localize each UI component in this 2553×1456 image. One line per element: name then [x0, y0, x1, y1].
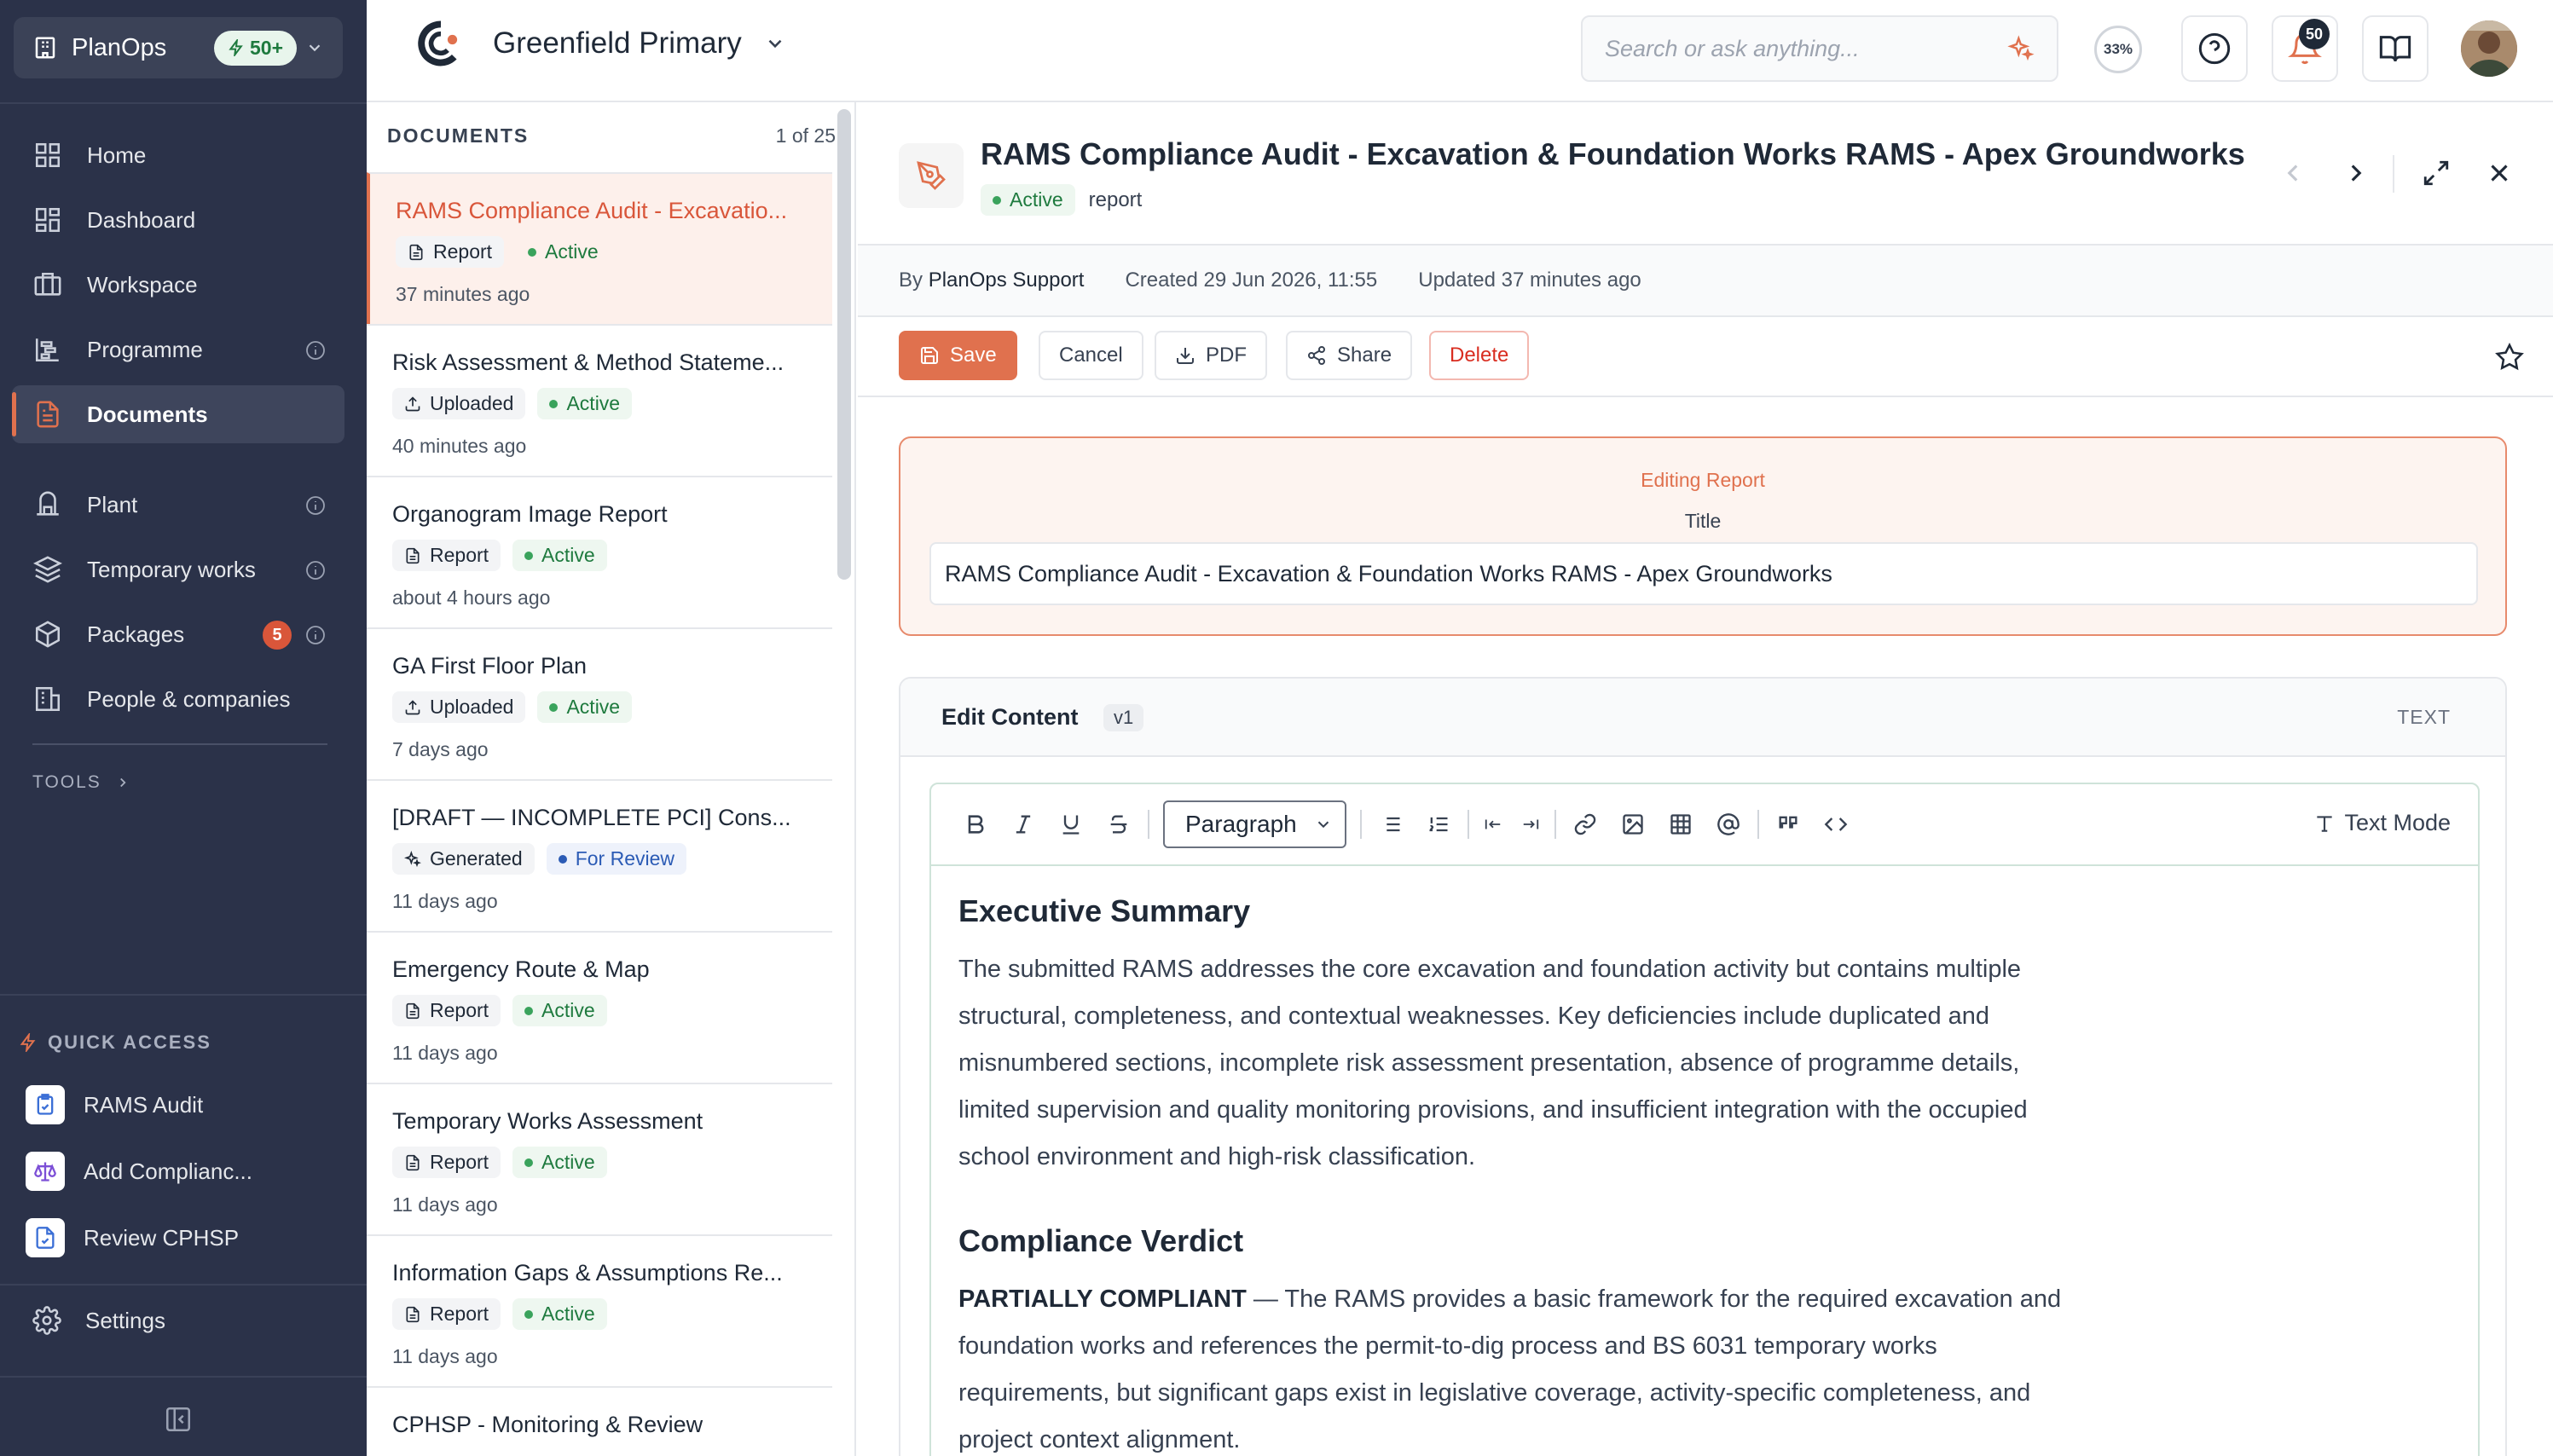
quick-access-heading [19, 1031, 211, 1054]
cancel-label: Cancel [1059, 344, 1123, 367]
report-icon [408, 244, 425, 261]
document-title: [DRAFT — INCOMPLETE PCI] Cons... [392, 805, 791, 830]
layers-icon [32, 554, 63, 585]
divider [1757, 810, 1759, 839]
save-icon [919, 345, 940, 366]
cancel-button[interactable] [1039, 331, 1143, 380]
credits-count: 50+ [249, 36, 283, 59]
document-type-tag [392, 388, 525, 419]
divider [2393, 155, 2394, 193]
editor-content[interactable] [958, 893, 2067, 1456]
document-timestamp: 11 days ago [392, 1042, 498, 1064]
paragraph [958, 1276, 2067, 1456]
sparkle-icon[interactable] [2007, 35, 2035, 62]
document-type-tag [392, 540, 501, 571]
document-list-item[interactable] [367, 1083, 832, 1234]
nav-programme[interactable] [12, 321, 344, 378]
divider [1148, 810, 1149, 839]
nav-home[interactable] [12, 126, 344, 184]
document-type-tag [396, 236, 504, 268]
upload-icon [404, 396, 421, 413]
italic-button[interactable] [999, 800, 1047, 848]
documents-heading: DOCUMENTS [387, 124, 530, 147]
project-switcher[interactable] [418, 20, 786, 66]
quick-access-label: Add Complianc... [84, 1158, 252, 1184]
info-icon[interactable] [305, 625, 326, 645]
next-document-button[interactable] [2342, 159, 2371, 188]
verdict-text: — The RAMS provides a basic framework for the required excavation and foundation works and references the permit-to-dig process and BS 6031 temporary works requirements, but significant gaps exist in legislative coverage, activity-specific completeness, and project context alignment. [958, 1286, 2062, 1453]
packages-count-badge: 5 [263, 621, 292, 650]
report-icon [404, 1002, 421, 1020]
section-heading: Executive Summary [958, 893, 1251, 928]
plant-icon [32, 489, 63, 520]
image-icon [1621, 812, 1645, 836]
bold-icon [964, 812, 987, 836]
at-sign-icon [1716, 812, 1740, 836]
nav-label: Temporary works [87, 556, 256, 582]
edit-report-panel [899, 436, 2507, 636]
status-badge [512, 995, 607, 1026]
edit-content-header [900, 679, 2505, 757]
link-button[interactable] [1561, 800, 1609, 848]
document-meta [858, 246, 2553, 317]
status-dot [993, 196, 1001, 205]
quick-access-label: Review CPHSP [84, 1224, 240, 1251]
numbered-list-button[interactable] [1415, 800, 1462, 848]
document-type-tag [392, 995, 501, 1026]
document-type: report [1088, 188, 1143, 211]
document-timestamp: 11 days ago [392, 1345, 498, 1367]
rich-text-editor[interactable] [929, 783, 2480, 1456]
document-type-tag [392, 1298, 501, 1330]
upload-icon [404, 699, 421, 716]
title-field-label: Title [1684, 510, 1722, 532]
strikethrough-button[interactable] [1095, 800, 1143, 848]
document-title: CPHSP - Monitoring & Review [392, 1412, 703, 1437]
report-icon [404, 1154, 421, 1171]
nav-label: Documents [87, 401, 208, 427]
home-grid-icon [32, 140, 63, 170]
document-timestamp: 40 minutes ago [392, 435, 527, 457]
updated-date: Updated 37 minutes ago [1418, 269, 1641, 292]
status-label: Active [545, 240, 599, 263]
status-dot [549, 400, 558, 408]
table-icon [1669, 812, 1693, 836]
documents-count: 1 of 25 [775, 124, 836, 147]
author [899, 269, 1084, 292]
edit-content-title: Edit Content [941, 704, 1079, 730]
search-input[interactable] [1605, 36, 2007, 62]
document-title: Organogram Image Report [392, 501, 668, 527]
notifications-button[interactable] [2272, 15, 2338, 82]
credits-badge [214, 31, 297, 66]
outdent-icon [1484, 815, 1502, 834]
italic-icon [1011, 812, 1035, 836]
favorite-button[interactable] [2495, 343, 2524, 372]
section-heading: Compliance Verdict [958, 1223, 1244, 1258]
maximize-icon [2422, 159, 2451, 188]
type-label: Generated [430, 847, 523, 870]
action-toolbar [858, 317, 2553, 397]
title-field-value: RAMS Compliance Audit - Excavation & Foundation Works RAMS - Apex Groundworks [945, 560, 1832, 586]
bullet-list-button[interactable] [1367, 800, 1415, 848]
tools-toggle[interactable] [32, 772, 130, 793]
status-label: Active [541, 1151, 595, 1173]
book-open-icon [2378, 32, 2412, 66]
info-icon[interactable] [305, 560, 326, 581]
document-type-tag [392, 1147, 501, 1178]
sidebar [0, 0, 367, 1456]
underline-button[interactable] [1047, 800, 1095, 848]
quick-access-add-compliance[interactable] [26, 1147, 252, 1195]
content-mode-badge: TEXT [2397, 706, 2451, 728]
report-icon [404, 1306, 421, 1323]
document-detail [858, 102, 2553, 1456]
document-list-item[interactable] [367, 931, 832, 1083]
document-title: RAMS Compliance Audit - Excavatio... [396, 198, 788, 223]
delete-label: Delete [1450, 344, 1509, 367]
divider [32, 743, 327, 745]
status-label: Active [566, 392, 621, 414]
documents-header [387, 124, 836, 147]
pen-tool-icon [899, 143, 964, 208]
type-label: Report [430, 1151, 489, 1173]
save-label: Save [950, 344, 997, 367]
nav-packages[interactable] [12, 605, 344, 663]
status-badge [547, 843, 686, 875]
documents-scrollbar[interactable] [837, 109, 851, 580]
search-bar[interactable] [1581, 15, 2058, 82]
expand-button[interactable] [2422, 159, 2451, 188]
image-button[interactable] [1609, 800, 1657, 848]
info-icon[interactable] [305, 495, 326, 516]
pdf-label: PDF [1206, 344, 1247, 367]
lightning-icon [19, 1033, 38, 1052]
chevron-left-icon [2278, 159, 2307, 188]
divider [0, 1284, 367, 1286]
status-badge [512, 1298, 607, 1330]
quick-access-label: RAMS Audit [84, 1091, 204, 1118]
divider [0, 994, 367, 996]
bold-button[interactable] [952, 800, 999, 848]
nav-label: People & companies [87, 685, 291, 712]
text-type-icon [2313, 812, 2336, 835]
divider [1468, 810, 1469, 839]
status-label: Active [541, 544, 595, 566]
pdf-button[interactable] [1155, 331, 1267, 380]
document-list-item[interactable] [367, 1386, 832, 1456]
paragraph: The submitted RAMS addresses the core excavation and foundation activity but contains multiple structural, completeness, and contextual weaknesses. Key deficiencies include duplicated and misnumbered sections, incomplete risk assessment presentation, absence of programme details, limited supervision and quality monitoring provisions, and insufficient integration with the occupied school environment and high-risk classification. [958, 956, 2028, 1170]
programme-icon [32, 334, 63, 365]
document-icon [32, 399, 63, 430]
document-timestamp: 11 days ago [392, 1193, 498, 1216]
document-list-item[interactable] [367, 172, 832, 324]
nav-label: Programme [87, 336, 203, 362]
document-timestamp: about 4 hours ago [392, 586, 551, 609]
text-mode-toggle[interactable] [2313, 810, 2451, 836]
divider [1554, 810, 1556, 839]
chevron-down-icon [1314, 815, 1333, 834]
document-list-item[interactable] [367, 476, 832, 627]
document-title: Information Gaps & Assumptions Re... [392, 1260, 783, 1286]
created-date: Created 29 Jun 2026, 11:55 [1125, 269, 1378, 292]
editing-label: Editing Report [1641, 469, 1765, 491]
review-document-icon [26, 1218, 65, 1257]
block-format-value: Paragraph [1185, 811, 1297, 837]
delete-button[interactable] [1429, 331, 1529, 380]
status-dot [524, 1310, 533, 1319]
mention-button[interactable] [1705, 800, 1752, 848]
quick-access-review-cphsp[interactable] [26, 1214, 239, 1262]
lightning-icon [228, 39, 245, 56]
nav-label: Packages [87, 621, 185, 647]
download-icon [1175, 345, 1195, 366]
progress-label: 33% [2103, 41, 2133, 57]
status-label: Active [541, 1303, 595, 1325]
quote-icon [1776, 812, 1800, 836]
audit-icon [26, 1085, 65, 1124]
chevron-down-icon [764, 32, 786, 55]
quick-access-label: QUICK ACCESS [48, 1031, 211, 1053]
document-timestamp: 11 days ago [392, 890, 498, 912]
divider [1360, 810, 1362, 839]
author-name: PlanOps Support [928, 269, 1085, 292]
status-badge [981, 184, 1075, 216]
building-icon [32, 35, 58, 61]
status-dot [559, 855, 567, 864]
code-button[interactable] [1812, 800, 1860, 848]
by-prefix: By [899, 269, 923, 292]
close-icon [2485, 159, 2514, 188]
status-badge [512, 540, 607, 571]
workspace-icon [32, 269, 63, 300]
document-list-item[interactable] [367, 324, 832, 476]
status-badge [512, 1147, 607, 1178]
nav-label: Dashboard [87, 206, 196, 233]
org-switcher[interactable] [14, 17, 343, 78]
star-icon [2495, 343, 2524, 372]
share-icon [1306, 345, 1327, 366]
status-label: For Review [575, 847, 675, 870]
nav-label: Home [87, 142, 147, 168]
documents-panel [367, 102, 856, 1456]
help-button[interactable] [2181, 15, 2248, 82]
table-button[interactable] [1657, 800, 1705, 848]
nav-label: Workspace [87, 271, 198, 298]
nav-label: Plant [87, 491, 138, 517]
chevron-down-icon [305, 38, 324, 57]
document-title: Emergency Route & Map [392, 956, 650, 982]
link-icon [1573, 812, 1597, 836]
text-mode-label: Text Mode [2344, 810, 2451, 835]
status-label: Active [541, 999, 595, 1021]
nav-workspace[interactable] [12, 256, 344, 314]
package-icon [32, 619, 63, 650]
gear-icon [32, 1306, 61, 1335]
document-title: GA First Floor Plan [392, 653, 588, 679]
version-badge: v1 [1103, 704, 1143, 731]
type-label: Uploaded [430, 392, 514, 414]
nav-temporary-works[interactable] [12, 540, 344, 598]
docs-button[interactable] [2362, 15, 2429, 82]
status-label: Active [566, 696, 621, 718]
document-title: Temporary Works Assessment [392, 1108, 703, 1134]
status-dot [549, 703, 558, 712]
project-logo-icon [418, 20, 464, 66]
status-label: Active [1010, 188, 1063, 211]
dashboard-icon [32, 205, 63, 235]
status-badge [516, 236, 611, 268]
type-label: Report [430, 544, 489, 566]
title-field[interactable] [929, 542, 2478, 605]
indent-icon [1521, 815, 1540, 834]
document-title: Risk Assessment & Method Stateme... [392, 350, 784, 375]
sidebar-collapse-icon [164, 1405, 193, 1434]
divider [0, 1376, 367, 1378]
chevron-right-icon [115, 775, 130, 790]
share-button[interactable] [1286, 331, 1412, 380]
type-label: Report [433, 240, 493, 263]
nav-settings[interactable] [32, 1306, 165, 1335]
block-format-select[interactable] [1163, 800, 1346, 848]
nav-documents[interactable] [12, 385, 344, 443]
top-bar [367, 0, 2553, 102]
save-button[interactable] [899, 331, 1017, 380]
type-label: Report [430, 999, 489, 1021]
numbered-list-icon [1427, 812, 1450, 836]
status-dot [524, 1158, 533, 1167]
report-icon [404, 547, 421, 564]
share-label: Share [1337, 344, 1392, 367]
verdict-label: PARTIALLY COMPLIANT [958, 1286, 1247, 1313]
document-type-tag [392, 843, 535, 875]
type-label: Report [430, 1303, 489, 1325]
document-type-tag [392, 691, 525, 723]
document-list-item[interactable] [367, 779, 832, 931]
underline-icon [1059, 812, 1083, 836]
status-badge [537, 388, 632, 419]
tools-label: TOOLS [32, 772, 101, 792]
strikethrough-icon [1107, 812, 1131, 836]
nav-dashboard[interactable] [12, 191, 344, 249]
bullet-list-icon [1379, 812, 1403, 836]
document-timestamp: 7 days ago [392, 738, 489, 760]
project-name: Greenfield Primary [493, 26, 742, 60]
status-dot [528, 248, 536, 257]
progress-indicator[interactable] [2094, 26, 2142, 73]
settings-label: Settings [85, 1307, 165, 1333]
status-dot [524, 552, 533, 560]
status-dot [524, 1007, 533, 1015]
code-icon [1824, 812, 1848, 836]
collapse-sidebar-button[interactable] [164, 1405, 193, 1434]
document-title: RAMS Compliance Audit - Excavation & Foundation Works RAMS - Apex Groundworks [981, 136, 2245, 171]
document-list-item[interactable] [367, 1234, 832, 1386]
type-label: Uploaded [430, 696, 514, 718]
building-icon [32, 684, 63, 714]
outdent-button[interactable] [1474, 800, 1512, 848]
notifications-count-badge: 50 [2299, 19, 2330, 49]
chevron-right-icon [2342, 159, 2371, 188]
nav-plant[interactable] [12, 476, 344, 534]
org-name: PlanOps [72, 33, 167, 61]
document-header [858, 102, 2553, 246]
document-list-item[interactable] [367, 627, 832, 779]
quick-access-rams-audit[interactable] [26, 1081, 203, 1129]
divider [0, 102, 367, 104]
indent-button[interactable] [1512, 800, 1549, 848]
info-icon[interactable] [305, 340, 326, 361]
scales-icon [26, 1152, 65, 1191]
quote-button[interactable] [1764, 800, 1812, 848]
close-button[interactable] [2485, 159, 2514, 188]
document-timestamp: 37 minutes ago [396, 283, 530, 305]
nav-people-companies[interactable] [12, 670, 344, 728]
editor-toolbar [931, 784, 2478, 866]
status-badge [537, 691, 632, 723]
edit-content-card [899, 677, 2507, 1456]
previous-document-button[interactable] [2278, 159, 2307, 188]
avatar[interactable] [2461, 20, 2517, 77]
help-icon [2197, 32, 2232, 66]
sparkle-icon [404, 851, 421, 868]
